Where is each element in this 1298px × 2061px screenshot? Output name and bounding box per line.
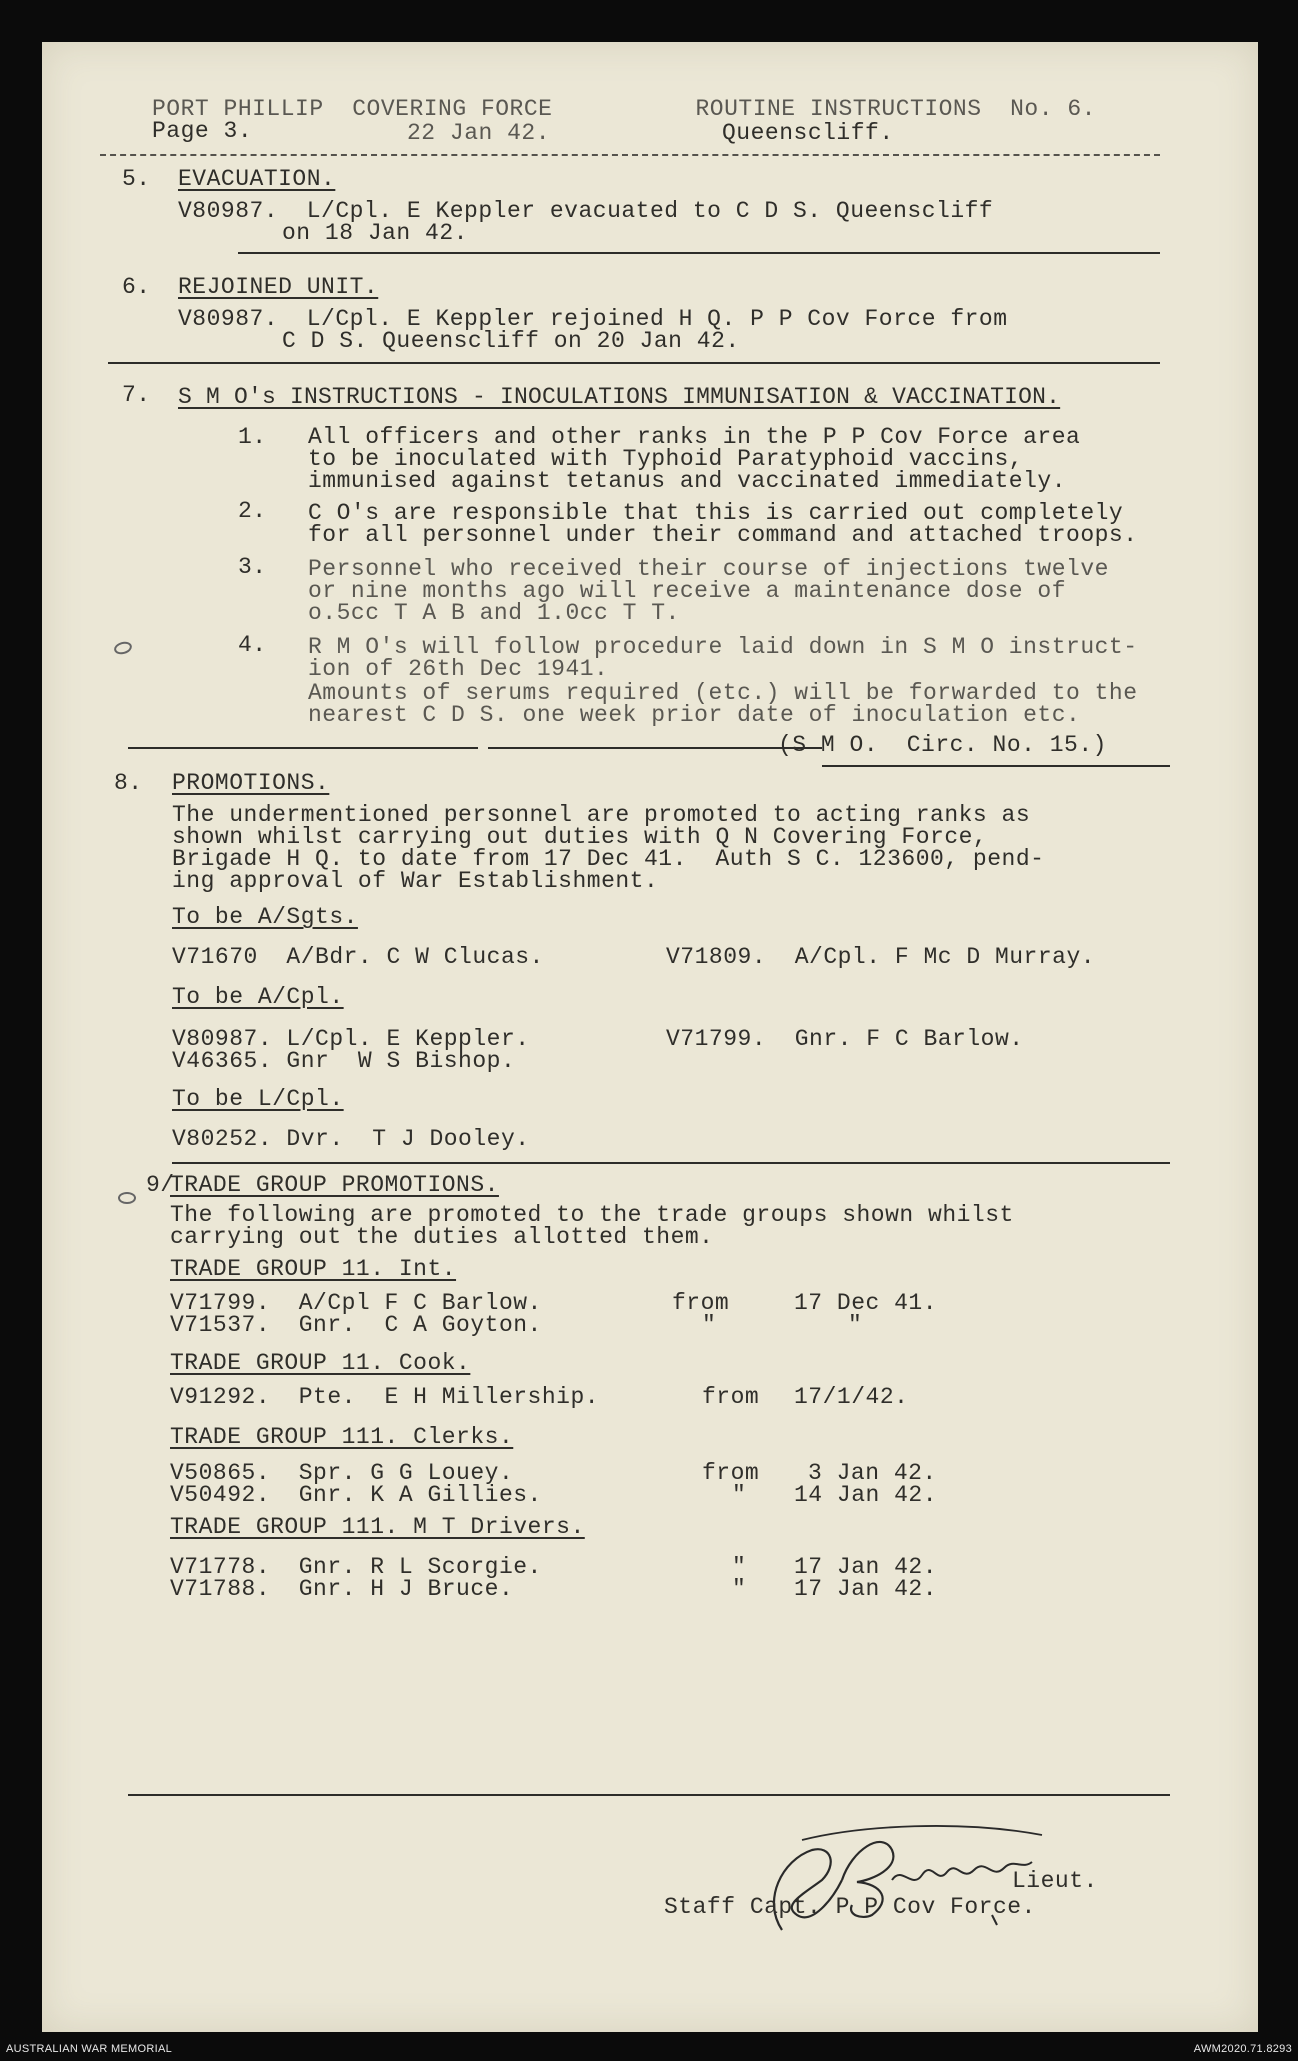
promotions-intro-line: The undermentioned personnel are promoted to acting ranks as [172,802,1031,828]
trade-group-heading: TRADE GROUP 11. Cook. [170,1350,471,1376]
trade-row-date: " [848,1312,863,1338]
header-date: 22 Jan 42. [407,120,551,146]
trade-row-from: from [702,1384,760,1410]
footer-institution: AUSTRALIAN WAR MEMORIAL [6,2043,173,2055]
instruction-line: C O's are responsible that this is carried out completely [308,500,1124,526]
promotions-intro-line: Brigade H Q. to date from 17 Dec 41. Auth S C. 123600, pend- [172,846,1045,872]
promotion-entry: V46365. Gnr W S Bishop. [172,1048,516,1074]
instruction-line: for all personnel under their command and attached troops. [308,522,1138,548]
instruction-line: ion of 26th Dec 1941. [308,656,609,682]
section-divider [238,252,1160,254]
punch-mark [118,1192,136,1204]
footer-reference: AWM2020.71.8293 [1193,2043,1292,2055]
trade-group-heading: TRADE GROUP 11. Int. [170,1256,457,1282]
section-6-line: V80987. L/Cpl. E Keppler rejoined H Q. P P Cov Force from [178,306,1008,332]
section-5-line: on 18 Jan 42. [282,220,468,246]
trade-row-from: from [672,1290,730,1316]
promotion-entry: V71809. A/Cpl. F Mc D Murray. [666,944,1096,970]
section-7-title: S M O's INSTRUCTIONS - INOCULATIONS IMMUNISATION & VACCINATION. [178,384,1061,410]
instruction-line: immunised against tetanus and vaccinated immediately. [308,468,1067,494]
section-5-line: V80987. L/Cpl. E Keppler evacuated to C D S. Queenscliff [178,198,994,224]
rank-heading: To be A/Cpl. [172,984,344,1010]
section-5-title: EVACUATION. [178,166,336,192]
trade-row-name: V71537. Gnr. C A Goyton. [170,1312,542,1338]
promotion-entry: V80987. L/Cpl. E Keppler. [172,1026,530,1052]
trade-row-date: 17 Dec 41. [794,1290,938,1316]
trade-row-name: V91292. Pte. E H Millership. [170,1384,600,1410]
signatory-title: Staff Capt. P P Cov Force. [664,1894,1036,1920]
instruction-line: o.5cc T A B and 1.0cc T T. [308,600,680,626]
promotions-intro-line: shown whilst carrying out duties with Q N Covering Force, [172,824,988,850]
instruction-number: 3. [238,554,267,580]
trade-intro-line: carrying out the duties allotted them. [170,1224,714,1250]
section-divider [108,362,1160,364]
section-5-number: 5. [122,166,151,192]
section-7-number: 7. [122,382,151,408]
section-divider [822,765,1170,767]
header-line: PORT PHILLIP COVERING FORCE ROUTINE INSTRUCTIONS No. 6. [152,96,1096,122]
trade-row-date: 17 Jan 42. [794,1576,938,1602]
trade-row-name: V50865. Spr. G G Louey. [170,1460,514,1486]
trade-row-date: 14 Jan 42. [794,1482,938,1508]
instruction-line: R M O's will follow procedure laid down in S M O instruct- [308,634,1138,660]
trade-row-name: V71788. Gnr. H J Bruce. [170,1576,514,1602]
promotion-entry: V71799. Gnr. F C Barlow. [666,1026,1024,1052]
trade-group-heading: TRADE GROUP 111. M T Drivers. [170,1514,585,1540]
section-divider [172,1162,1170,1164]
instruction-line: Amounts of serums required (etc.) will be forwarded to the [308,680,1138,706]
signatory-rank: Lieut. [1012,1868,1098,1894]
trade-group-heading: TRADE GROUP 111. Clerks. [170,1424,514,1450]
section-divider [128,1794,1170,1796]
trade-row-from: " [732,1576,747,1602]
section-divider [488,747,822,749]
promotion-entry: V71670 A/Bdr. C W Clucas. [172,944,544,970]
section-6-number: 6. [122,274,151,300]
instruction-number: 4. [238,632,267,658]
trade-row-name: V71799. A/Cpl F C Barlow. [170,1290,542,1316]
trade-row-date: 17 Jan 42. [794,1554,938,1580]
trade-row-from: " [732,1554,747,1580]
section-9-number: 9/ [146,1172,175,1198]
promotion-entry: V80252. Dvr. T J Dooley. [172,1126,530,1152]
trade-row-from: " [702,1312,717,1338]
instruction-line: or nine months ago will receive a maintenance dose of [308,578,1067,604]
rank-heading: To be L/Cpl. [172,1086,344,1112]
section-divider [128,747,478,749]
trade-row-date: 3 Jan 42. [808,1460,937,1486]
section-6-line: C D S. Queenscliff on 20 Jan 42. [282,328,740,354]
section-9-title: TRADE GROUP PROMOTIONS. [170,1172,499,1198]
punch-mark [113,640,133,656]
trade-row-date: 17/1/42. [794,1384,909,1410]
rank-heading: To be A/Sgts. [172,904,358,930]
instruction-line: to be inoculated with Typhoid Paratyphoid vaccins, [308,446,1024,472]
instruction-number: 1. [238,424,267,450]
promotions-intro-line: ing approval of War Establishment. [172,868,659,894]
circular-reference: (S M O. Circ. No. 15.) [778,732,1107,758]
instruction-line: Personnel who received their course of injections twelve [308,556,1109,582]
trade-row-name: V50492. Gnr. K A Gillies. [170,1482,542,1508]
instruction-number: 2. [238,498,267,524]
header-dashed-rule [100,154,1160,156]
document-page [42,42,1258,2032]
trade-intro-line: The following are promoted to the trade groups shown whilst [170,1202,1014,1228]
trade-row-name: V71778. Gnr. R L Scorgie. [170,1554,542,1580]
section-6-title: REJOINED UNIT. [178,274,379,300]
trade-row-from: " [732,1482,747,1508]
instruction-line: All officers and other ranks in the P P Cov Force area [308,424,1081,450]
header-place: Queenscliff. [722,120,894,146]
instruction-line: nearest C D S. one week prior date of inoculation etc. [308,702,1081,728]
trade-row-from: from [702,1460,760,1486]
section-8-number: 8. [114,770,143,796]
page-number: Page 3. [152,118,253,144]
section-8-title: PROMOTIONS. [172,770,330,796]
